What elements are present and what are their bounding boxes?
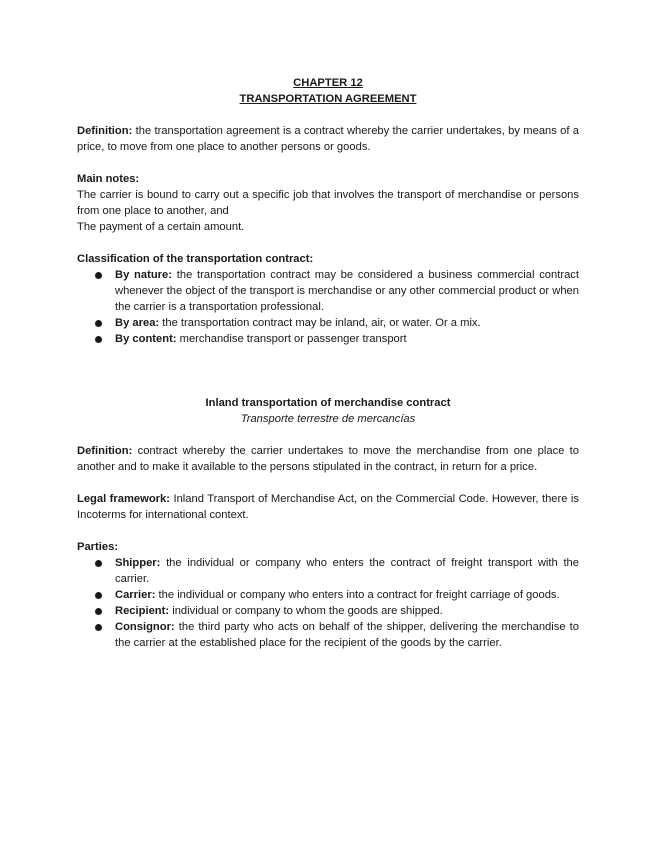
bullet-icon xyxy=(95,592,102,599)
definition-label: Definition: xyxy=(77,125,133,137)
bullet-icon xyxy=(95,272,102,279)
party-label: Carrier: xyxy=(115,589,156,601)
party-label: Shipper: xyxy=(115,557,161,569)
list-item xyxy=(77,267,579,315)
main-notes-line-2: The payment of a certain amount. xyxy=(77,221,245,233)
party-text: the third party who acts on behalf of the shipper, delivering the merchandise to the carrier at the established place for the recipient of the goods by the carrier. xyxy=(115,621,579,649)
list-item xyxy=(77,603,579,619)
bullet-icon xyxy=(95,336,102,343)
party-text: the individual or company who enters into a contract for freight carriage of goods. xyxy=(158,589,560,601)
item-label: By nature: xyxy=(115,269,172,281)
bullet-icon xyxy=(95,624,102,631)
chapter-title: TRANSPORTATION AGREEMENT xyxy=(239,93,417,105)
party-text: individual or company to whom the goods are shipped. xyxy=(172,605,443,617)
inland-definition-text: contract whereby the carrier undertakes to move the merchandise from one place to another and to make it available to the persons stipulated in the contract, in return for a price. xyxy=(77,445,580,473)
classification-list xyxy=(77,267,579,347)
definition-paragraph xyxy=(77,123,579,155)
list-item xyxy=(77,315,579,331)
parties-list xyxy=(77,555,579,651)
parties-heading: Parties: xyxy=(77,541,119,553)
classification-heading: Classification of the transportation contract: xyxy=(77,253,314,265)
section-subtitle: Transporte terrestre de mercancías xyxy=(240,413,416,425)
item-text: merchandise transport or passenger transport xyxy=(179,333,407,345)
section-title: Inland transportation of merchandise contract xyxy=(205,397,451,409)
party-label: Recipient: xyxy=(115,605,170,617)
legal-framework-label: Legal framework: xyxy=(77,493,170,505)
item-label: By area: xyxy=(115,317,160,329)
main-notes-line-1: The carrier is bound to carry out a specific job that involves the transport of merchandise or persons from one place to another, and xyxy=(77,189,579,217)
bullet-icon xyxy=(95,320,102,327)
item-text: the transportation contract may be inland, air, or water. Or a mix. xyxy=(162,317,481,329)
bullet-icon xyxy=(95,608,102,615)
item-text: the transportation contract may be considered a business commercial contract whenever the object of the transport is merchandise or any other commercial product or when the carrier is a transportation professional. xyxy=(115,269,580,313)
list-item xyxy=(77,555,579,587)
list-item xyxy=(77,331,579,347)
list-item xyxy=(77,587,579,603)
inland-definition-label: Definition: xyxy=(77,445,133,457)
legal-framework-paragraph xyxy=(77,491,579,523)
definition-text: the transportation agreement is a contract whereby the carrier undertakes, by means of a price, to move from one place to another persons or goods. xyxy=(77,125,580,153)
item-label: By content: xyxy=(115,333,177,345)
party-text: the individual or company who enters the contract of freight transport with the carrier. xyxy=(115,557,579,585)
inland-definition-paragraph xyxy=(77,443,579,475)
main-notes-heading: Main notes: xyxy=(77,173,140,185)
party-label: Consignor: xyxy=(115,621,175,633)
list-item xyxy=(77,619,579,651)
page-content xyxy=(77,75,579,651)
legal-framework-text: Inland Transport of Merchandise Act, on the Commercial Code. However, there is Incoterms for international context. xyxy=(77,493,580,521)
chapter-number: CHAPTER 12 xyxy=(293,77,363,89)
bullet-icon xyxy=(95,560,102,567)
